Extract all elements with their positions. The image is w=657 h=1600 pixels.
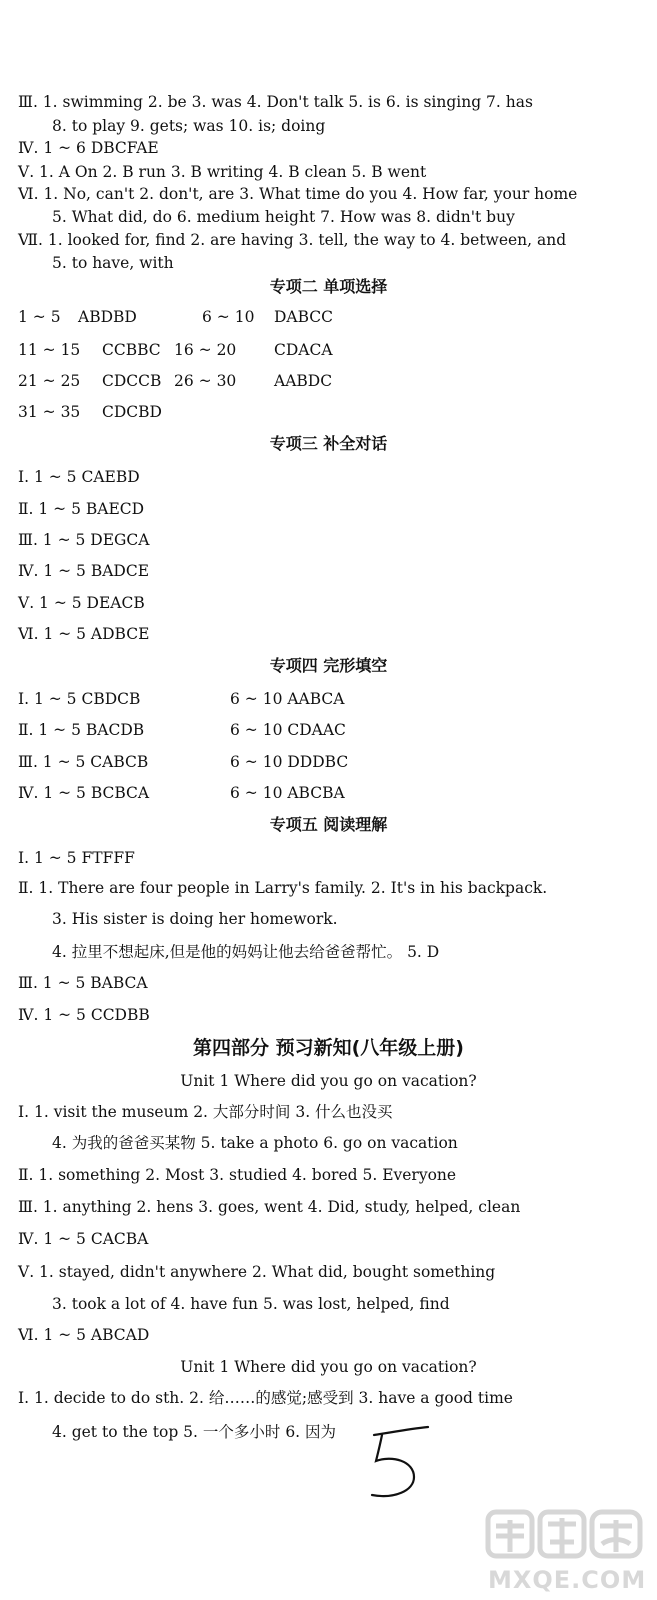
watermark-text: MXQE.COM — [488, 1566, 647, 1594]
s3-row: Ⅲ. 1 ~ 5 DEGCA — [18, 531, 150, 549]
s3-row: Ⅰ. 1 ~ 5 CAEBD — [18, 468, 140, 486]
s2-row: 11 ~ 15 CCBBC 16 ~ 20 CDACA — [18, 341, 333, 359]
s4-row: Ⅰ. 1 ~ 5 CBDCB 6 ~ 10 AABCA — [18, 690, 345, 708]
unit1-title-repeat: Unit 1 Where did you go on vacation? — [180, 1358, 477, 1376]
section-title-dialogue: 专项三 补全对话 — [269, 434, 388, 453]
s1-line-2: 8. to play 9. gets; was 10. is; doing — [52, 117, 326, 135]
s1-line-6: 5. What did, do 6. medium height 7. How was 8. didn't buy — [52, 208, 515, 226]
s5-line-4: 4. 拉里不想起床,但是他的妈妈让他去给爸爸帮忙。 5. D — [52, 943, 440, 961]
u1-line-8: Ⅵ. 1 ~ 5 ABCAD — [18, 1326, 150, 1344]
s4-row: Ⅲ. 1 ~ 5 CABCB 6 ~ 10 DDDBC — [18, 753, 349, 771]
s5-line-3: 3. His sister is doing her homework. — [52, 910, 338, 928]
unit1-title: Unit 1 Where did you go on vacation? — [180, 1072, 477, 1090]
s3-row: Ⅱ. 1 ~ 5 BAECD — [18, 500, 145, 518]
part4-title: 第四部分 预习新知(八年级上册) — [193, 1037, 464, 1059]
u1-line-3: Ⅱ. 1. something 2. Most 3. studied 4. bored 5. Everyone — [18, 1166, 457, 1184]
u1-line-7: 3. took a lot of 4. have fun 5. was lost, helped, find — [52, 1295, 450, 1313]
s2-row: 31 ~ 35 CDCBD — [18, 403, 162, 421]
u1-line-5: Ⅳ. 1 ~ 5 CACBA — [18, 1230, 149, 1248]
s1-line-8: 5. to have, with — [52, 254, 174, 272]
s1-line-7: Ⅶ. 1. looked for, find 2. are having 3. tell, the way to 4. between, and — [18, 231, 567, 249]
section-title-single-choice: 专项二 单项选择 — [269, 277, 388, 296]
u1-line-6: Ⅴ. 1. stayed, didn't anywhere 2. What did, bought something — [18, 1263, 496, 1281]
section-title-cloze: 专项四 完形填空 — [269, 656, 388, 675]
s2-row: 21 ~ 25 CDCCB 26 ~ 30 AABDC — [18, 372, 333, 390]
s4-row: Ⅳ. 1 ~ 5 BCBCA 6 ~ 10 ABCBA — [18, 784, 345, 802]
u2-line-2: 4. get to the top 5. 一个多小时 6. 因为 — [52, 1423, 337, 1441]
handwritten-five-mark — [368, 1425, 438, 1505]
section-title-reading: 专项五 阅读理解 — [269, 815, 388, 834]
u2-line-1: Ⅰ. 1. decide to do sth. 2. 给……的感觉;感受到 3. have a good time — [18, 1389, 513, 1407]
s5-line-6: Ⅳ. 1 ~ 5 CCDBB — [18, 1006, 150, 1024]
u1-line-2: 4. 为我的爸爸买某物 5. take a photo 6. go on vacation — [52, 1134, 458, 1152]
s5-line-1: Ⅰ. 1 ~ 5 FTFFF — [18, 849, 135, 867]
s3-row: Ⅴ. 1 ~ 5 DEACB — [18, 594, 145, 612]
s5-line-2: Ⅱ. 1. There are four people in Larry's family. 2. It's in his backpack. — [18, 879, 548, 897]
s3-row: Ⅳ. 1 ~ 5 BADCE — [18, 562, 150, 580]
s2-row: 1 ~ 5 ABDBD 6 ~ 10 DABCC — [18, 308, 334, 326]
s1-line-3: Ⅳ. 1 ~ 6 DBCFAE — [18, 139, 159, 157]
s1-line-5: Ⅵ. 1. No, can't 2. don't, are 3. What time do you 4. How far, your home — [18, 185, 578, 203]
s1-line-1: Ⅲ. 1. swimming 2. be 3. was 4. Don't talk 5. is 6. is singing 7. has — [18, 93, 533, 111]
s1-line-4: Ⅴ. 1. A On 2. B run 3. B writing 4. B clean 5. B went — [18, 163, 427, 181]
u1-line-1: Ⅰ. 1. visit the museum 2. 大部分时间 3. 什么也没买 — [18, 1103, 393, 1121]
svg-text:5: 5 — [368, 1425, 369, 1426]
s4-row: Ⅱ. 1 ~ 5 BACDB 6 ~ 10 CDAAC — [18, 721, 346, 739]
u1-line-4: Ⅲ. 1. anything 2. hens 3. goes, went 4. Did, study, helped, clean — [18, 1198, 521, 1216]
s5-line-5: Ⅲ. 1 ~ 5 BABCA — [18, 974, 148, 992]
s3-row: Ⅵ. 1 ~ 5 ADBCE — [18, 625, 150, 643]
